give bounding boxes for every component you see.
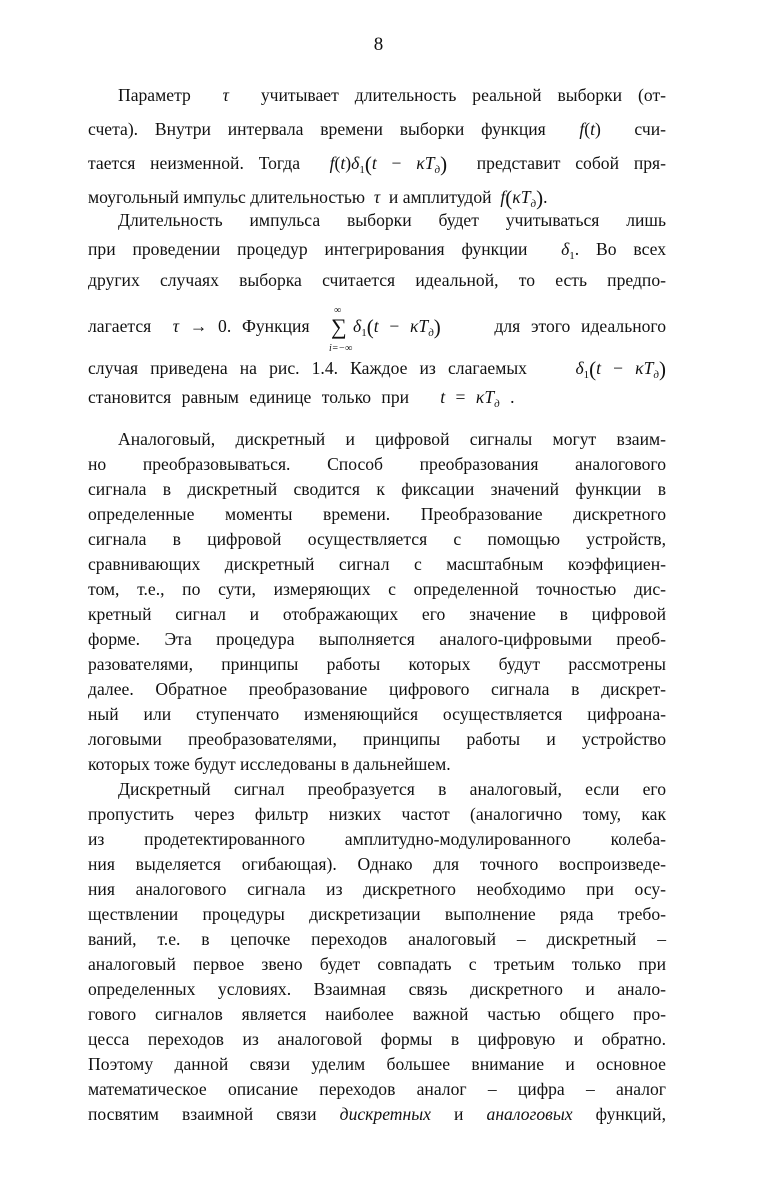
text-line: Дискретный сигнал преобразуется в аналоговый, если его <box>118 779 666 799</box>
text-line: сигнала в дискретный сводится к фиксации значений функции в <box>88 479 666 499</box>
text-line: случая приведена на рис. 1.4. Каждое из слагаемых $\delta_1(t - \kappa T_д)$ <box>88 357 666 381</box>
text-line: определенные моменты времени. Преобразование дискретного <box>88 504 666 524</box>
text-line: разователями, принципы работы которых будут рассмотрены <box>88 654 666 674</box>
text-line: гового сигналов является наиболее важной частью общего про- <box>88 1004 666 1024</box>
text-line: ществлении процедуры дискретизации выполнение ряда требо- <box>88 904 666 924</box>
text-line: сравнивающих дискретный сигнал с масштабным коэффициен- <box>88 554 666 574</box>
text-line: Поэтому данной связи уделим большее внимание и основное <box>88 1054 666 1074</box>
text-line: ваний, т.е. в цепочке переходов аналоговый – дискретный – <box>88 929 666 949</box>
text-line: кретный сигнал и отображающих его значение в цифровой <box>88 604 666 624</box>
paragraph-discrete-to-analog <box>88 777 666 1127</box>
page-number: 8 <box>373 34 384 55</box>
text-line: тается неизменной. Тогда $f(t)\delta_1(t - \kappa T_д)$ представит собой пря- <box>88 152 666 176</box>
text-line: пропустить через фильтр низких частот (аналогично тому, как <box>88 804 666 824</box>
text-line: далее. Обратное преобразование цифрового сигнала в дискрет- <box>88 679 666 699</box>
text-line: лагается τ → 0. Функция ∞ ∑ i=−∞ $\delta_1(t - \kappa T_д)$ для этого идеального <box>88 305 667 354</box>
text-line: Параметр τ учитывает длительность реальной выборки (от- <box>118 85 666 105</box>
text-line: определенных условиях. Взаимная связь дискретного и анало- <box>88 979 666 999</box>
text-line: становится равным единице только при $t = \kappa T_д$ . <box>88 387 515 410</box>
text-line: но преобразовываться. Способ преобразования аналогового <box>88 454 666 474</box>
text-line: которых тоже будут исследованы в дальнейшем. <box>88 754 451 774</box>
text-line: при проведении процедур интегрирования функции $\delta_1$. Во всех <box>88 239 666 262</box>
text-line: цесса переходов из аналоговой формы в цифровую и обратно. <box>88 1029 666 1049</box>
text-line: ный или ступенчато изменяющийся осуществляется цифроана- <box>88 704 666 724</box>
text-line: ния выделяется огибающая). Однако для точного воспроизведе- <box>88 854 666 874</box>
text-line: сигнала в цифровой осуществляется с помощью устройств, <box>88 529 666 549</box>
paragraph-pulse-duration <box>88 208 666 410</box>
text-line: посвятим взаимной связи дискретных и аналоговых функций, <box>88 1104 666 1124</box>
text-line: других случаях выборка считается идеальной, то есть предпо- <box>88 270 666 290</box>
text-line: Аналоговый, дискретный и цифровой сигналы могут взаим- <box>118 429 666 449</box>
text-line: счета). Внутри интервала времени выборки функция f(t) счи- <box>88 119 666 139</box>
text-line: том, т.е., по сути, измеряющих с определенной точностью дис- <box>88 579 666 599</box>
text-line: математическое описание переходов аналог – цифра – аналог <box>88 1079 666 1099</box>
text-line: из продетектированного амплитудно-модулированного колеба- <box>88 829 666 849</box>
paragraph-signal-conversion <box>88 427 666 777</box>
paragraph-parameter-tau <box>88 83 666 210</box>
text-line: форме. Эта процедура выполняется аналого-цифровыми преоб- <box>88 629 666 649</box>
text-line: аналоговый первое звено будет совпадать с третьим только при <box>88 954 666 974</box>
text-line: моугольный импульс длительностью τ и амплитудой $f(\kappa T_д)$. <box>88 186 548 210</box>
text-line: логовыми преобразователями, принципы работы и устройство <box>88 729 666 749</box>
text-line: ния аналогового сигнала из дискретного необходимо при осу- <box>88 879 666 899</box>
text-line: Длительность импульса выборки будет учитываться лишь <box>118 210 666 230</box>
